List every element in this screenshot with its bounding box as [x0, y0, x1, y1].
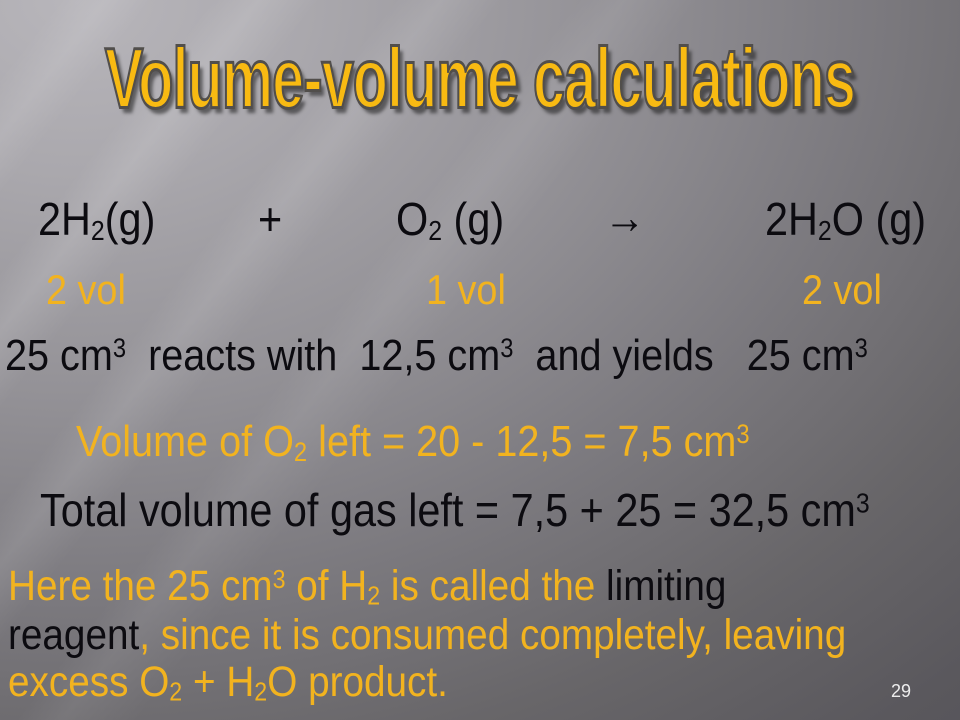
- reacts-seg-3: and yields 25 cm: [513, 331, 855, 380]
- para1-black-limiting: limiting: [606, 562, 727, 610]
- o2-left-sup: 3: [736, 418, 750, 449]
- volume-label-2: 1 vol: [426, 266, 506, 313]
- limiting-paragraph-line-2: [8, 611, 846, 660]
- o2-left-seg-2: left = 20 - 12,5 = 7,5 cm: [307, 417, 737, 466]
- para3-sub-2: 2: [254, 678, 268, 707]
- reacts-seg-1: 25 cm: [5, 331, 113, 380]
- reactant2-subscript: 2: [428, 215, 443, 247]
- para1-gold-3: is called the: [380, 562, 607, 610]
- para3-sub-1: 2: [169, 678, 183, 707]
- o2-left-sub: 2: [293, 436, 308, 467]
- para1-gold-1: Here the 25 cm: [8, 562, 273, 610]
- reactant1-state: (g): [104, 193, 156, 245]
- product-state: O (g): [831, 193, 927, 245]
- title-wordart: Volume-volume calculations: [104, 31, 856, 127]
- o2-left-seg-1: Volume of O: [76, 417, 294, 466]
- para2-gold: , since it is consumed completely, leaving: [139, 611, 847, 659]
- volume-label-3: 2 vol: [802, 266, 882, 313]
- plus-sign: +: [258, 193, 283, 245]
- reactant1-formula: 2H: [38, 193, 91, 245]
- reacts-sup-2: 3: [500, 332, 514, 363]
- limiting-paragraph-line-1: [8, 562, 726, 612]
- para3-gold-3: O product.: [267, 658, 448, 706]
- limiting-paragraph-line-3: [8, 658, 448, 708]
- total-seg-1: Total volume of gas left = 7,5 + 25 = 32,5 cm: [40, 484, 856, 536]
- equation-product: [765, 192, 926, 247]
- para2-black-reagent: reagent: [8, 611, 140, 659]
- reactant2-state: (g): [442, 193, 505, 245]
- total-volume-line: [40, 483, 870, 537]
- total-sup-1: 3: [855, 487, 870, 519]
- equation-reactant-2: [396, 192, 504, 247]
- volume-label-1: 2 vol: [46, 266, 126, 313]
- reacts-line: [5, 331, 868, 381]
- reactant1-subscript: 2: [90, 215, 105, 247]
- para1-sub: 2: [367, 582, 381, 611]
- reaction-arrow-icon: →: [604, 191, 646, 243]
- para1-sup: 3: [272, 565, 286, 594]
- para1-gold-2: of H: [285, 562, 368, 610]
- reacts-sup-3: 3: [854, 332, 868, 363]
- para3-gold-1: excess O: [8, 658, 170, 706]
- equation-reactant-1: [38, 192, 155, 247]
- o2-left-line: [76, 417, 750, 468]
- reacts-seg-2: reacts with 12,5 cm: [126, 331, 501, 380]
- reactant2-formula: O: [396, 193, 429, 245]
- page-number: 29: [891, 681, 912, 701]
- para3-gold-2: + H: [182, 658, 255, 706]
- product-subscript: 2: [817, 215, 832, 247]
- reacts-sup-1: 3: [112, 332, 127, 363]
- product-formula: 2H: [765, 193, 818, 245]
